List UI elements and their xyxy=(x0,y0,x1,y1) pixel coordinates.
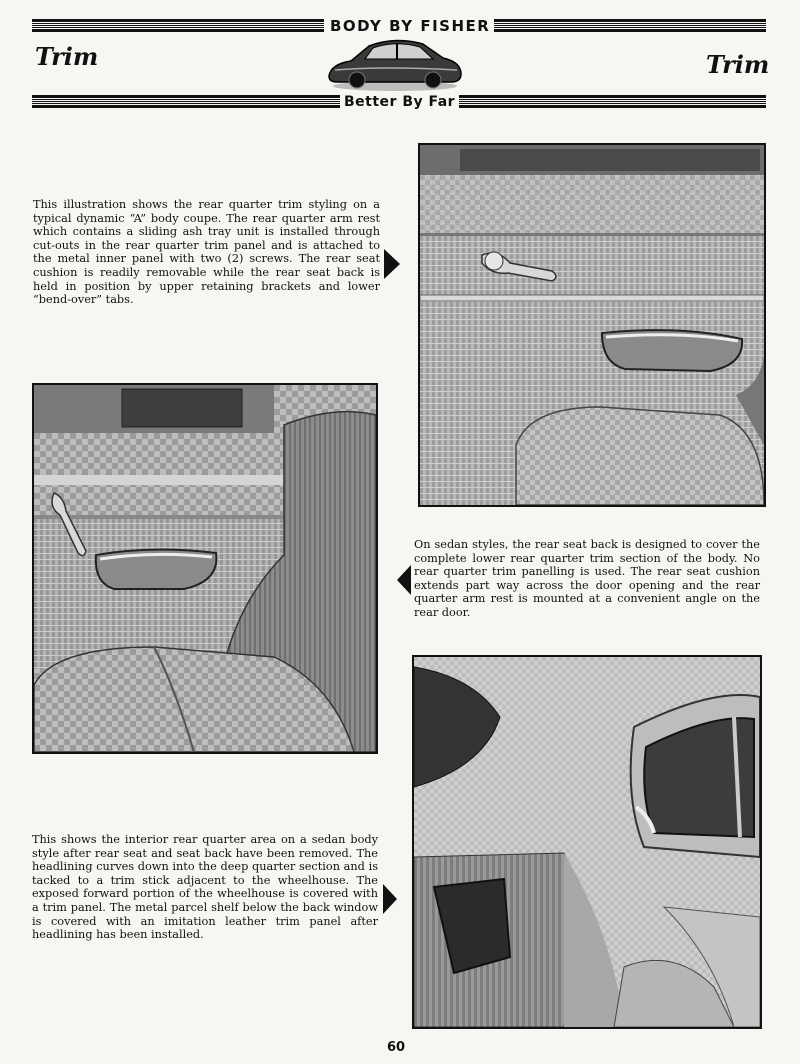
coupe-trim-description: This illustration shows the rear quarter trim styling on a typical dynamic “A” body coupe. The rear quarter arm rest which contains a sliding ash tray unit is installed through cut-outs in the rear quarter trim panel and is attached to the metal inner panel with two (2) screws. The rear seat cushion is readily removable while the rear seat back is held in position by upper retaining brackets and lower “bend-over” tabs. xyxy=(33,198,380,307)
header-rule-bottom-right xyxy=(456,95,766,108)
arrow-right-icon xyxy=(381,882,399,920)
sedan-interior-quarter-photo xyxy=(412,655,762,1029)
header-title: BODY BY FISHER xyxy=(326,17,494,35)
header-rule-top-right xyxy=(468,19,766,32)
page-number: 60 xyxy=(387,1040,406,1055)
header-left-label: Trim xyxy=(35,42,99,71)
coupe-rear-quarter-trim-photo xyxy=(418,143,766,507)
header-right-label: Trim xyxy=(706,50,770,79)
header-rule-top-left xyxy=(32,19,324,32)
sedan-seat-description: On sedan styles, the rear seat back is designed to cover the complete lower rear quarter trim section of the body. No rear quarter trim panelling is used. The rear seat cushion extends part way across the door opening and the rear quarter arm rest is mounted at a convenient angle on the rear door. xyxy=(414,538,760,619)
arrow-left-icon xyxy=(395,563,413,601)
sedan-rear-seat-photo xyxy=(32,383,378,754)
header-subtitle: Better By Far xyxy=(340,94,459,110)
car-silhouette-icon xyxy=(325,34,465,92)
header-rule-bottom-left xyxy=(32,95,340,108)
arrow-right-icon xyxy=(382,247,402,285)
sedan-quarter-description: This shows the interior rear quarter area on a sedan body style after rear seat and seat back have been removed. The headlining curves down into the deep quarter section and is tacked to a trim stick adjacent to the wheelhouse. The exposed forward portion of the wheelhouse is covered with a trim panel. The metal parcel shelf below the back window is covered with an imitation leather trim panel after headlining has been installed. xyxy=(32,833,378,942)
